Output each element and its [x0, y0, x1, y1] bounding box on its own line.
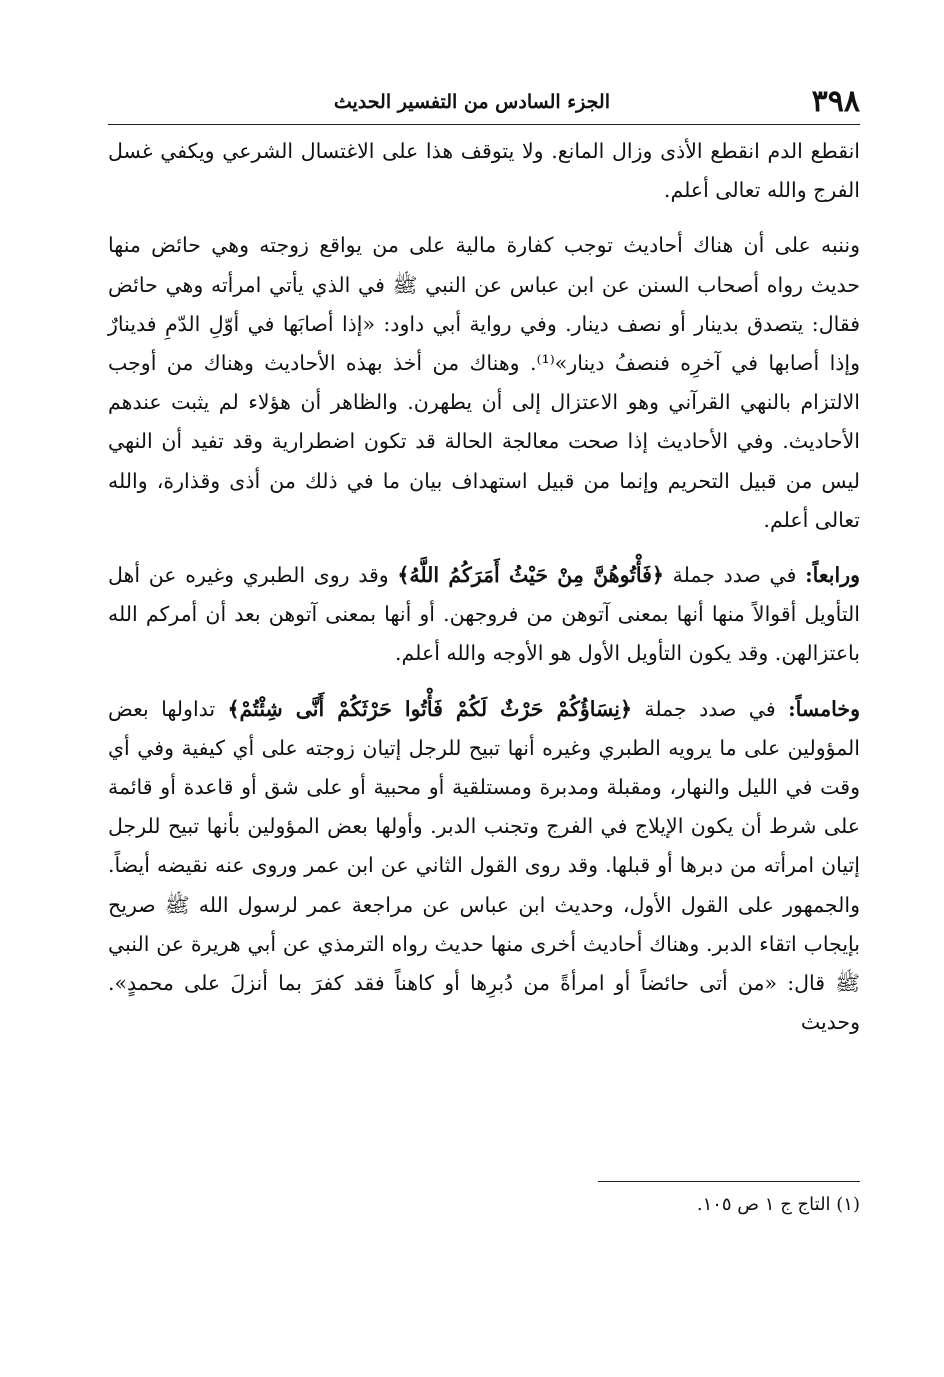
- paragraph-3: [108, 556, 860, 674]
- paragraph-4-pre: في صدد جملة: [632, 696, 789, 721]
- paragraph-3-quran-verse: ﴿فَأْتُوهُنَّ مِنْ حَيْثُ أَمَرَكُمُ اللَّهُ﴾: [397, 563, 664, 588]
- main-text: [108, 132, 860, 1042]
- page-header: [108, 84, 860, 124]
- paragraph-1: انقطع الدم انقطع الأذى وزال المانع. ولا يتوقف هذا على الاغتسال الشرعي ويكفي غسل الفرج والله تعالى أعلم.: [108, 139, 860, 203]
- paragraph-3-body: وقد روى الطبري وغيره عن أهل التأويل أقوالاً منها أنها بمعنى آتوهن من فروجهن. أو أنها بمعنى آتوهن بعد أن أمركم الله باعتزالهن. وقد يكون التأويل الأول هو الأوجه والله أعلم.: [108, 563, 860, 666]
- paragraph-3-pre: في صدد جملة: [663, 563, 806, 588]
- paragraph-3-lead: ورابعاً:: [805, 563, 860, 588]
- page-number: ٣٩٨: [811, 84, 860, 119]
- paragraph-4-body: تداولها بعض المؤولين على ما يرويه الطبري وغيره أنها تبيح للرجل إتيان زوجته على أي كيفية وفي أي وقت في الليل والنهار، ومقبلة ومدبرة ومستلقية أو محبية أو على شق أو قاعدة أو قائمة على شرط أن يكون الإيلاج في الفرج وتجنب الدبر. وأولها بعض المؤولين بأنها تبيح للرجل إتيان امرأته من دبرها أو قبلها. وقد روى القول الثاني عن ابن عمر وروى عنه نقيضه أيضاً. والجمهور على القول الأول، وحديث ابن عباس عن مراجعة عمر لرسول الله ﷺ صريح بإيجاب اتقاء الدبر. وهناك أحاديث أخرى منها حديث رواه الترمذي عن أبي هريرة عن النبي ﷺ قال: «من أتى حائضاً أو امرأةً من دُبرِها أو كاهناً فقد كفرَ بما أنزلَ على محمدٍ». وحديث: [108, 696, 860, 1035]
- paragraph-4-quran-verse: ﴿نِسَاؤُكُمْ حَرْثٌ لَكُمْ فَأْتُوا حَرْثَكُمْ أَنَّى شِئْتُمْ﴾: [227, 696, 633, 721]
- running-title: الجزء السادس من التفسير الحديث: [333, 91, 610, 113]
- paragraph-4: [108, 690, 860, 1043]
- footnote-divider: [598, 1181, 860, 1182]
- header-divider: [108, 124, 860, 125]
- footnote: (١) التاج ج ١ ص ١٠٥.: [696, 1194, 860, 1215]
- paragraph-4-lead: وخامساً:: [788, 696, 860, 721]
- paragraph-2: وننبه على أن هناك أحاديث توجب كفارة مالية على من يواقع زوجته وهي حائض منها حديث رواه أصحاب السنن عن ابن عباس عن النبي ﷺ في الذي يأتي امرأته وهي حائض فقال: يتصدق بدينار أو نصف دينار. وفي رواية أبي داود: «إذا أصابَها في أوّلِ الدّمِ فدينارٌ وإذا أصابها في آخرِه فنصفُ دينار»⁽¹⁾. وهناك من أخذ بهذه الأحاديث وهناك من أوجب الالتزام بالنهي القرآني وهو الاعتزال إلى أن يطهرن. والظاهر أن هؤلاء لم يثبت عندهم الأحاديث. وفي الأحاديث إذا صحت معالجة الحالة قد تكون اضطرارية وقد تفيد أن النهي ليس من قبيل التحريم وإنما من قبيل استهداف بيان ما في ذلك من أذى وقذارة، والله تعالى أعلم.: [108, 233, 860, 532]
